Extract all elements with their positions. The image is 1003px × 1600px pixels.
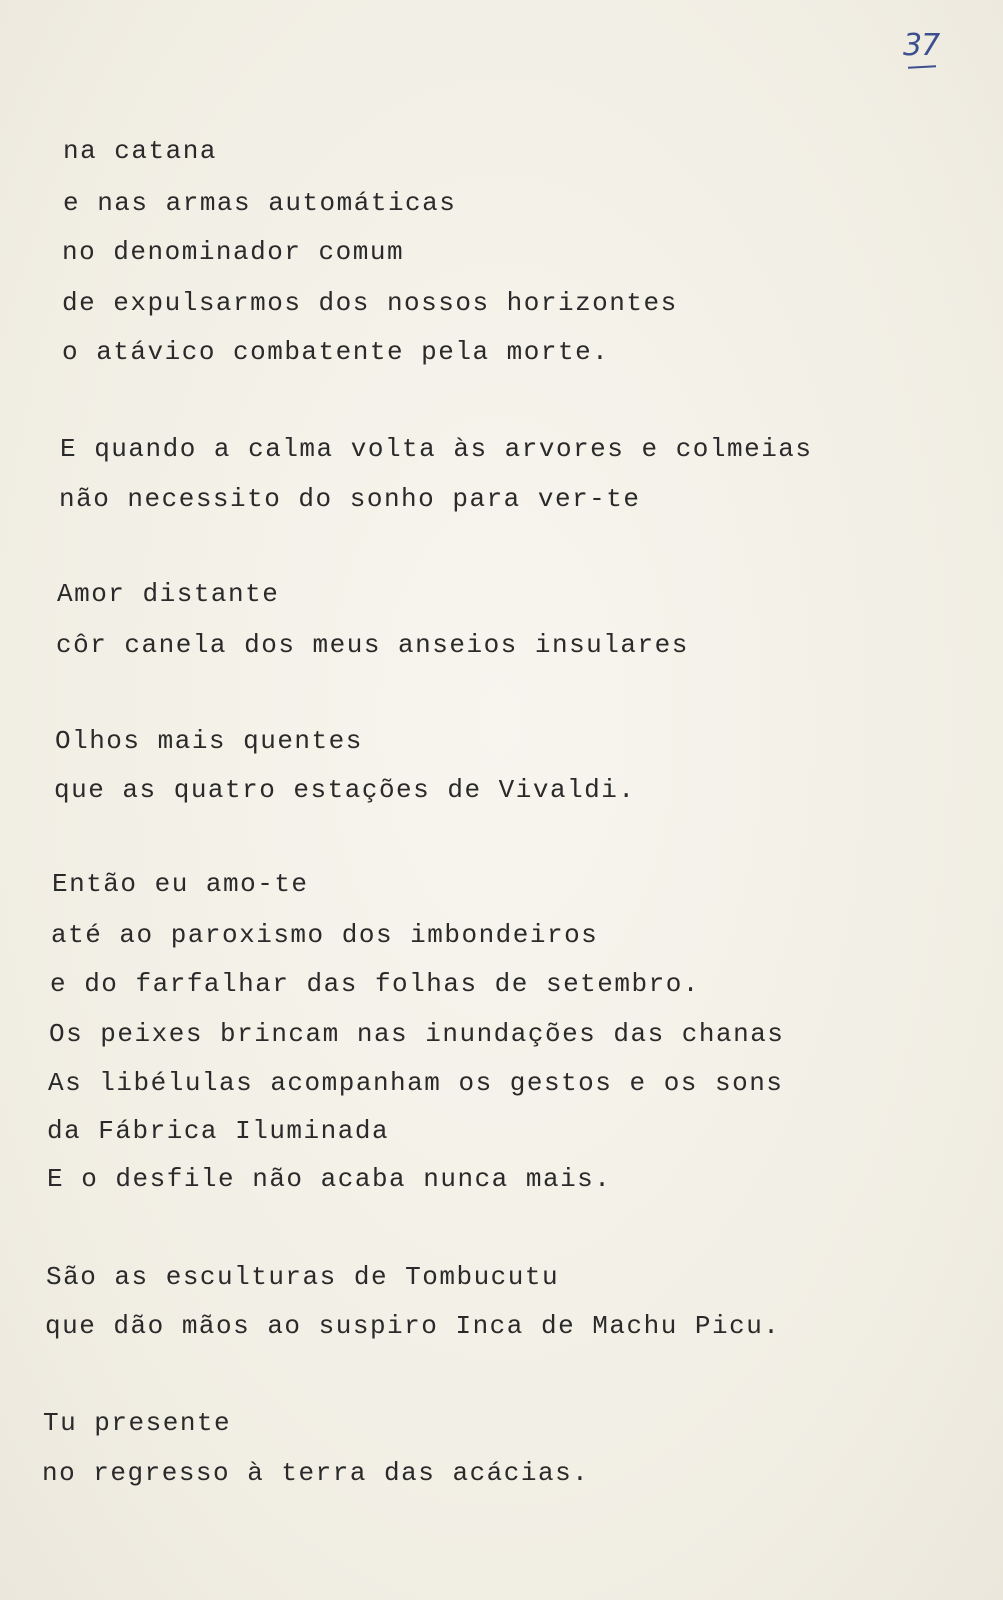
poem-line: E o desfile não acaba nunca mais. (47, 1164, 612, 1194)
poem-line: E quando a calma volta às arvores e colmeias (60, 434, 813, 464)
poem-line: o atávico combatente pela morte. (62, 337, 610, 367)
poem-line: da Fábrica Iluminada (47, 1116, 390, 1146)
page-number: 37 (903, 28, 940, 63)
poem-line: na catana (63, 136, 217, 166)
poem-line: São as esculturas de Tombucutu (46, 1262, 560, 1292)
poem-line: até ao paroxismo dos imbondeiros (51, 920, 599, 950)
poem-line: e nas armas automáticas (63, 188, 457, 218)
poem-line: no denominador comum (62, 237, 405, 267)
poem-line: As libélulas acompanham os gestos e os sons (48, 1068, 784, 1098)
poem-line: Olhos mais quentes (55, 726, 363, 756)
poem-line: que dão mãos ao suspiro Inca de Machu Picu. (45, 1311, 781, 1341)
poem-line: e do farfalhar das folhas de setembro. (50, 969, 700, 999)
page-number-underline (908, 65, 936, 68)
poem-line: não necessito do sonho para ver-te (59, 484, 641, 514)
poem-line: Os peixes brincam nas inundações das chanas (49, 1019, 785, 1049)
poem-line: Amor distante (57, 579, 280, 609)
poem-line: Tu presente (43, 1408, 232, 1438)
poem-line: no regresso à terra das acácias. (42, 1458, 590, 1488)
poem-line: de expulsarmos dos nossos horizontes (62, 288, 678, 318)
poem-line: que as quatro estações de Vivaldi. (54, 775, 636, 805)
poem-line: côr canela dos meus anseios insulares (56, 630, 689, 660)
poem-line: Então eu amo-te (52, 869, 309, 899)
